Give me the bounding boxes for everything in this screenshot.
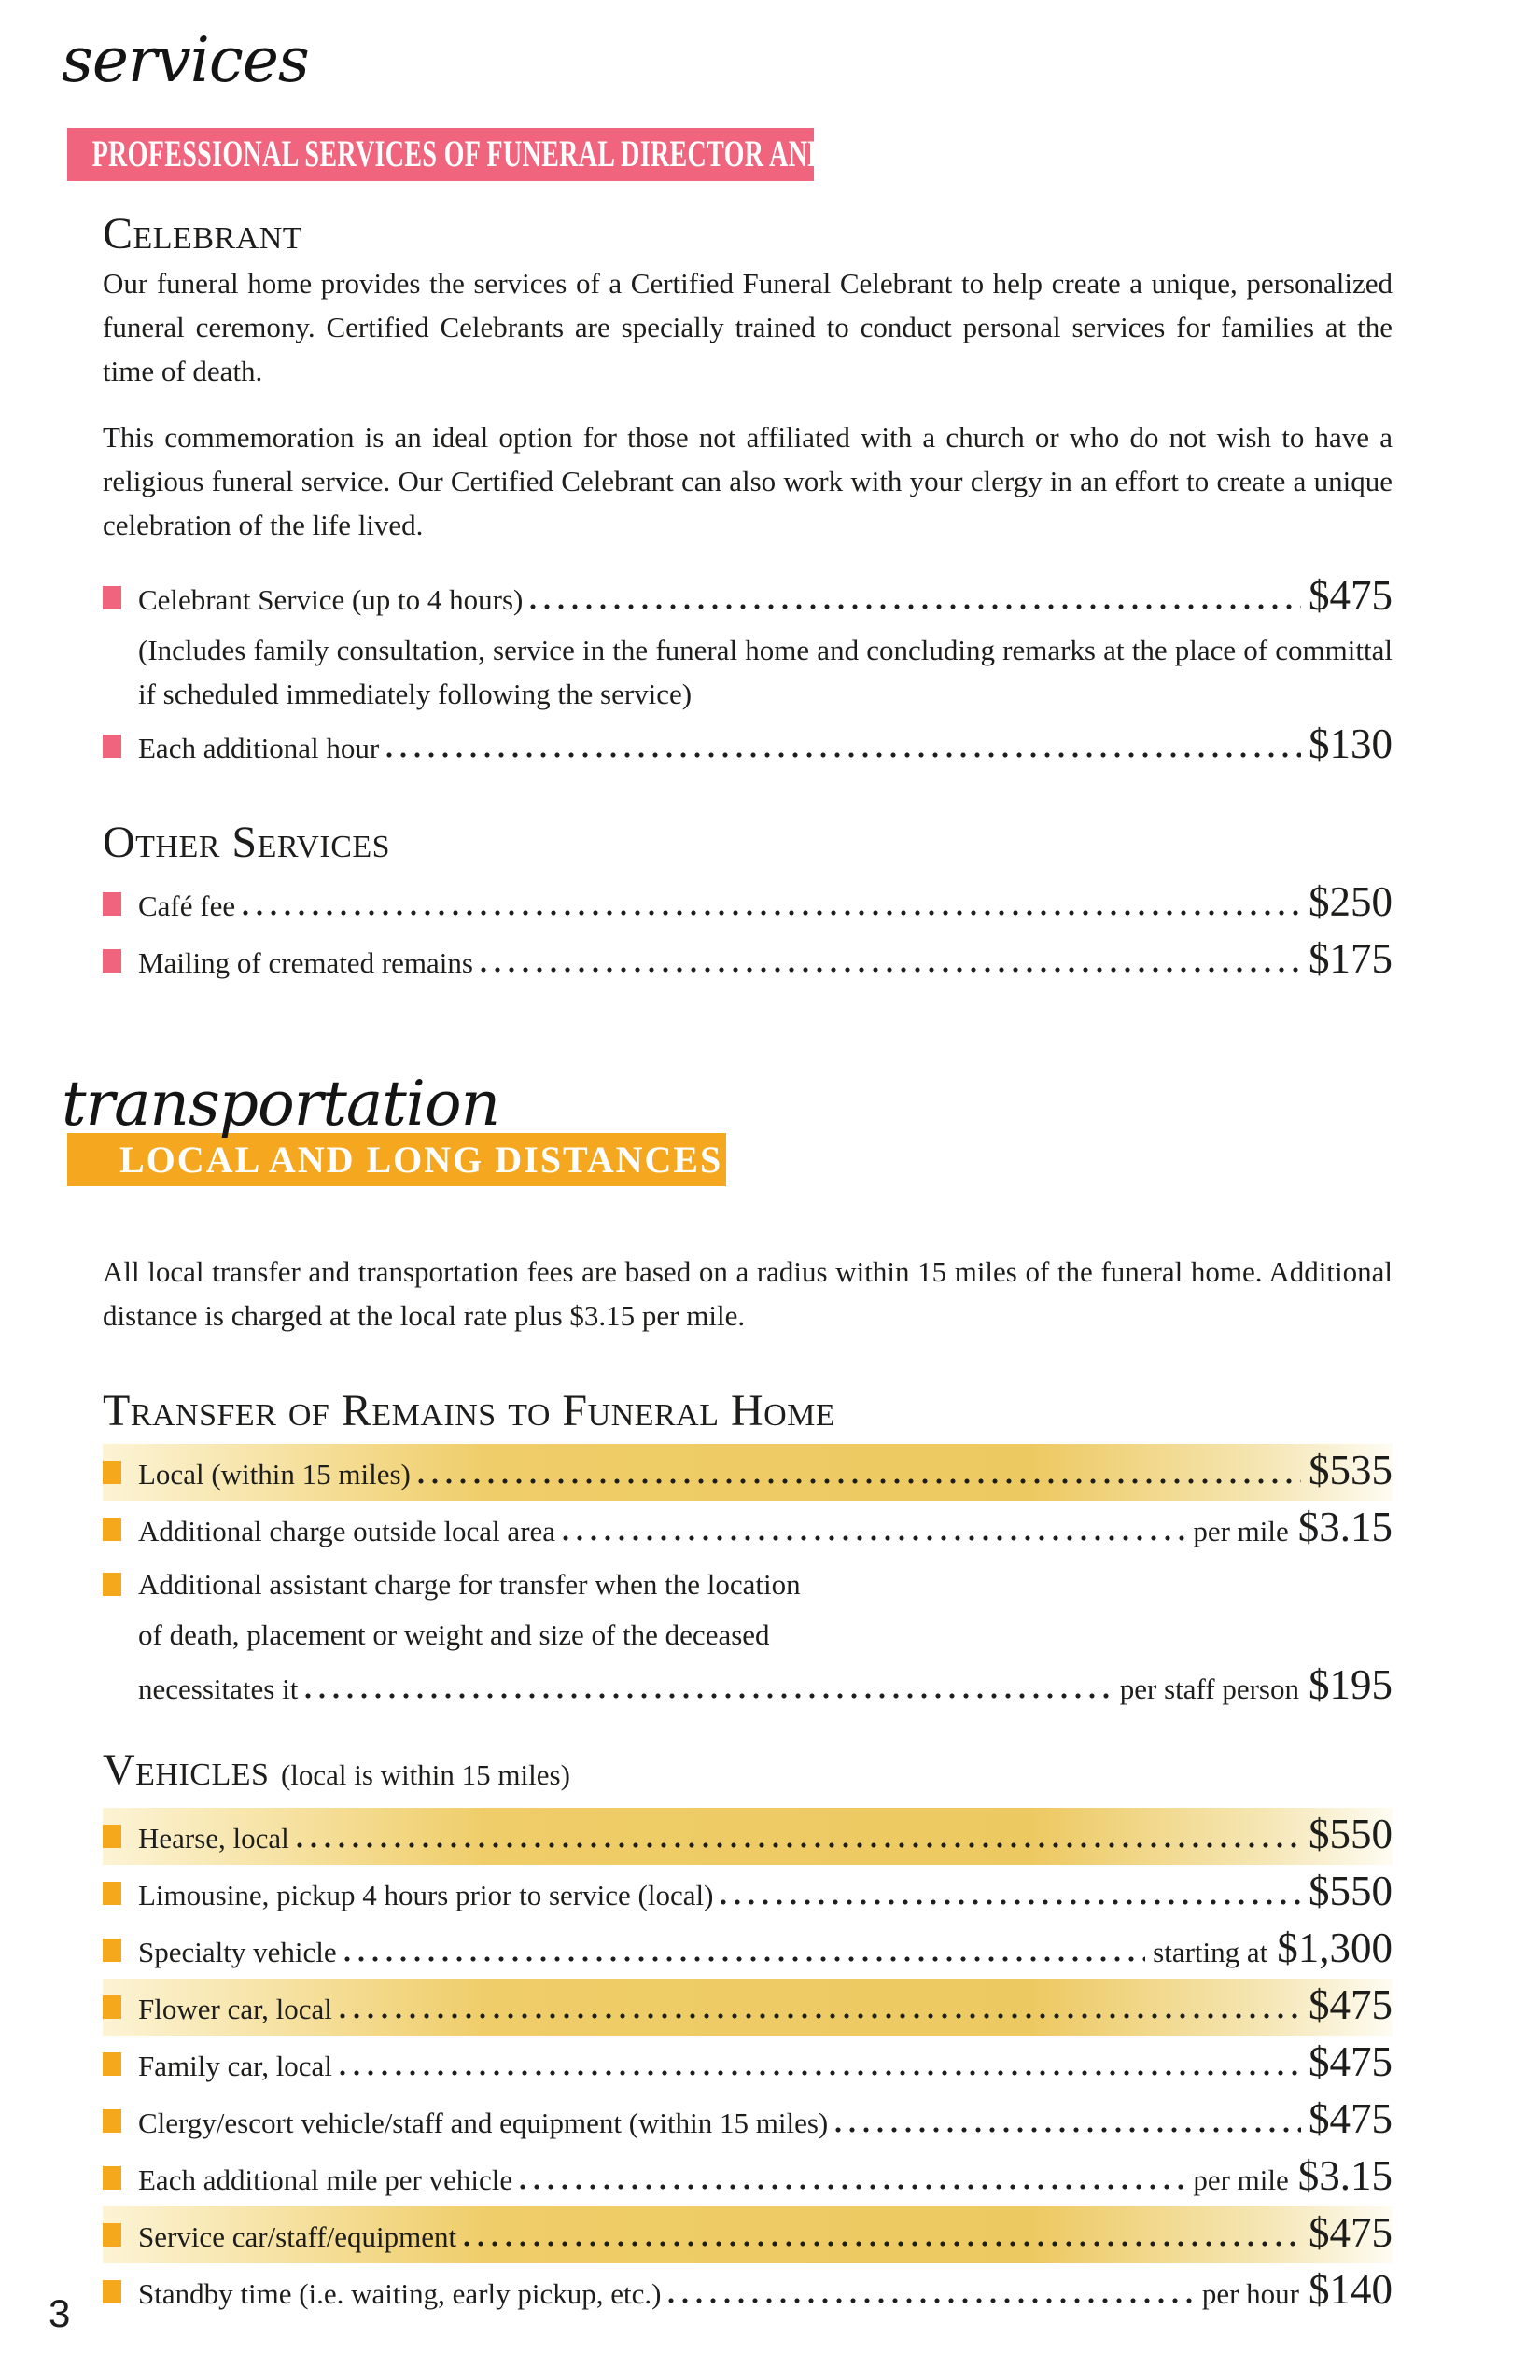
- price-row-cafe-fee: [103, 875, 1393, 932]
- orange-square-bullet-icon: [103, 2052, 121, 2076]
- price-row-additional-hour: [103, 718, 1393, 775]
- item-price-unit: per mile: [1193, 1515, 1289, 1547]
- price-row-family-car: [103, 2036, 1393, 2093]
- price-row-additional-assistant-line1: [103, 1558, 1393, 1611]
- item-label: Additional charge outside local area: [138, 1515, 556, 1547]
- item-label: Café fee: [138, 889, 236, 922]
- price-row-limousine: [103, 1865, 1393, 1922]
- dotted-leader: [297, 1842, 1301, 1848]
- item-label: Celebrant Service (up to 4 hours): [138, 582, 524, 616]
- orange-square-bullet-icon: [103, 1995, 121, 2019]
- price-row-local-transfer: [103, 1444, 1393, 1501]
- price-row-additional-mile: [103, 2149, 1393, 2206]
- item-label: Service car/staff/equipment: [138, 2220, 457, 2253]
- price-row-additional-assistant-line3: [103, 1659, 1393, 1715]
- orange-square-bullet-icon: [103, 1939, 121, 1962]
- transportation-banner-label: LOCAL AND LONG DISTANCES: [119, 1138, 723, 1181]
- dotted-leader: [386, 752, 1301, 758]
- dotted-leader: [721, 1899, 1301, 1905]
- item-label: Clergy/escort vehicle/staff and equipment (within 15 miles): [138, 2107, 829, 2139]
- item-price: $250: [1309, 877, 1393, 925]
- vehicles-price-list: [103, 1808, 1393, 2320]
- item-price-unit: per hour: [1201, 2277, 1299, 2310]
- vehicles-heading: [103, 1743, 1393, 1802]
- item-label: Each additional hour: [138, 731, 380, 764]
- transfer-of-remains-heading: Transfer of Remains to Funeral Home: [103, 1386, 836, 1435]
- transportation-content: [103, 1250, 1393, 2320]
- price-row-hearse: [103, 1808, 1393, 1865]
- item-price: $130: [1309, 720, 1393, 767]
- item-price: $3.15: [1297, 1504, 1393, 1550]
- price-row-standby-time: [103, 2263, 1393, 2320]
- item-price-unit: per staff person: [1119, 1673, 1299, 1705]
- price-row-outside-local-area: [103, 1501, 1393, 1558]
- dotted-leader: [668, 2298, 1194, 2303]
- item-price-unit: per mile: [1193, 2163, 1289, 2196]
- item-price: $475: [1309, 1981, 1393, 2028]
- orange-square-bullet-icon: [103, 2223, 121, 2247]
- item-label: necessitates it: [138, 1673, 299, 1705]
- celebrant-heading: Celebrant: [103, 208, 303, 259]
- services-banner: [67, 128, 917, 181]
- item-price: $140: [1309, 2266, 1393, 2313]
- orange-square-bullet-icon: [103, 2109, 121, 2133]
- pink-square-bullet-icon: [103, 586, 121, 609]
- pink-square-bullet-icon: [103, 949, 121, 973]
- orange-square-bullet-icon: [103, 1882, 121, 1905]
- orange-square-bullet-icon: [103, 2166, 121, 2190]
- price-row-specialty-vehicle: [103, 1922, 1393, 1979]
- dotted-leader: [464, 2241, 1301, 2247]
- item-price: $475: [1309, 2209, 1393, 2256]
- pink-square-bullet-icon: [103, 735, 121, 758]
- celebrant-paragraph-1: Our funeral home provides the services of a Certified Funeral Celebrant to help create a unique, personalized funeral ceremony. Certified Celebrants are specially trained to conduct personal services for families at the time of death.: [103, 266, 1393, 387]
- dotted-leader: [340, 2070, 1301, 2076]
- celebrant-price-list: [103, 569, 1393, 775]
- pink-square-bullet-icon: [103, 892, 121, 916]
- celebrant-service-note: (Includes family consultation, service in the funeral home and concluding remarks at the place of committal if scheduled immediately following the service): [138, 633, 1393, 710]
- dotted-leader: [418, 1478, 1301, 1484]
- price-row-mailing-remains: [103, 932, 1393, 989]
- item-label: Hearse, local: [138, 1822, 289, 1855]
- vehicles-heading-label: Vehicles: [103, 1745, 270, 1795]
- dotted-leader: [835, 2127, 1301, 2133]
- dotted-leader: [520, 2184, 1185, 2190]
- transportation-intro-paragraph: All local transfer and transportation fees are based on a radius within 15 miles of the funeral home. Additional distance is charged at the local rate plus $3.15 per mile.: [103, 1255, 1393, 1332]
- item-price: $475: [1309, 2095, 1393, 2142]
- item-label: Each additional mile per vehicle: [138, 2163, 513, 2196]
- dotted-leader: [481, 967, 1301, 973]
- item-price-unit: starting at: [1153, 1936, 1268, 1968]
- price-row-flower-car: [103, 1979, 1393, 2036]
- item-label: Local (within 15 miles): [138, 1458, 411, 1491]
- item-price: $475: [1309, 2038, 1393, 2085]
- services-script-title: services: [62, 24, 309, 96]
- orange-square-bullet-icon: [103, 1825, 121, 1848]
- item-price: $3.15: [1297, 2152, 1393, 2199]
- transportation-script-title: transportation: [62, 1067, 500, 1140]
- orange-square-bullet-icon: [103, 2280, 121, 2303]
- dotted-leader: [243, 910, 1301, 916]
- dotted-leader: [305, 1693, 1112, 1699]
- item-label: Specialty vehicle: [138, 1936, 337, 1968]
- item-price: $1,300: [1277, 1925, 1393, 1971]
- other-services-price-list: [103, 875, 1393, 989]
- page-number: 3: [49, 2291, 71, 2335]
- item-price: $550: [1309, 1868, 1393, 1914]
- item-label: Limousine, pickup 4 hours prior to service (local): [138, 1879, 714, 1911]
- price-row-additional-assistant-line2: of death, placement or weight and size of the deceased: [138, 1618, 770, 1651]
- other-services-heading: Other Services: [103, 817, 391, 867]
- dotted-leader: [530, 604, 1301, 609]
- dotted-leader: [344, 1956, 1146, 1962]
- orange-square-bullet-icon: [103, 1461, 121, 1484]
- services-content: [103, 207, 1393, 989]
- vehicles-heading-suffix: (local is within 15 miles): [280, 1758, 570, 1791]
- orange-square-bullet-icon: [103, 1573, 121, 1596]
- price-row-service-car: [103, 2206, 1393, 2263]
- item-label: Mailing of cremated remains: [138, 945, 473, 979]
- services-banner-label: PROFESSIONAL SERVICES OF FUNERAL DIRECTOR AND STAFF: [91, 133, 917, 175]
- dotted-leader: [563, 1535, 1185, 1541]
- item-price: $175: [1309, 934, 1393, 982]
- price-row-celebrant-service: [103, 569, 1393, 626]
- transfer-price-list: [103, 1444, 1393, 1715]
- item-price: $535: [1309, 1447, 1393, 1493]
- dotted-leader: [340, 2013, 1301, 2019]
- item-label: Flower car, local: [138, 1993, 332, 2025]
- item-label: Standby time (i.e. waiting, early pickup, etc.): [138, 2277, 662, 2310]
- item-label: Family car, local: [138, 2050, 332, 2082]
- item-price: $195: [1309, 1661, 1393, 1708]
- item-price: $475: [1309, 571, 1393, 619]
- item-label: Additional assistant charge for transfer when the location: [138, 1568, 801, 1601]
- item-price: $550: [1309, 1811, 1393, 1857]
- orange-square-bullet-icon: [103, 1518, 121, 1541]
- celebrant-paragraph-2: This commemoration is an ideal option for those not affiliated with a church or who do not wish to have a religious funeral service. Our Certified Celebrant can also work with your clergy in an effort to create a unique celebration of the life lived.: [103, 420, 1393, 541]
- price-row-clergy-escort: [103, 2093, 1393, 2149]
